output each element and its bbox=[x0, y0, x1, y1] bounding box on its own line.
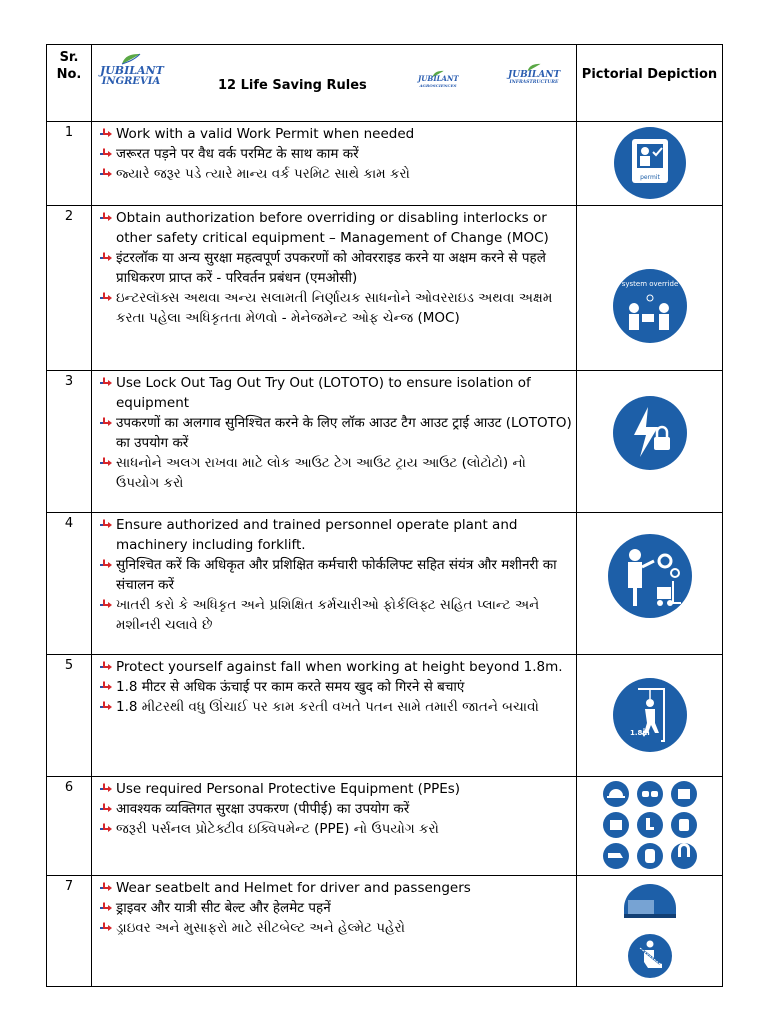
svg-text:1.8m: 1.8m bbox=[629, 729, 650, 737]
page-title: 12 Life Saving Rules bbox=[218, 78, 367, 93]
jubilant-infrastructure-logo: JUBILANT INFRASTRUCTURE bbox=[508, 61, 560, 86]
bullet-icon bbox=[98, 555, 116, 575]
rule-text: Wear seatbelt and Helmet for driver and passengers ड्राइवर और यात्री सीट बेल्ट और हेलमेट पहनें ડ્રાઇવર અને મુસાફરો માટે સીટબેલ્ટ અને હેલ્મેટ પહેરો bbox=[92, 876, 577, 987]
rule-number: 3 bbox=[47, 371, 92, 513]
rule-row-4 bbox=[47, 513, 723, 655]
svg-text:system override: system override bbox=[621, 280, 678, 288]
rule-row-5 bbox=[47, 655, 723, 777]
bullet-icon bbox=[98, 288, 116, 308]
rule-text: Protect yourself against fall when working at height beyond 1.8m. 1.8 मीटर से अधिक ऊंचाई पर काम करते समय खुद को गिरने से बचाएं 1.8 મીટરથી વધુ ઊંચાઈ પર કામ કરતી વખતે પતન સામે તમારી જાતને બચાવો bbox=[92, 655, 577, 777]
pictorial-cell bbox=[577, 655, 723, 777]
rule-number: 4 bbox=[47, 513, 92, 655]
rule-row-6 bbox=[47, 777, 723, 876]
life-saving-rules-table bbox=[46, 44, 723, 987]
pictorial-cell bbox=[577, 777, 723, 876]
title-header-cell bbox=[92, 45, 577, 122]
rule-number: 7 bbox=[47, 876, 92, 987]
system-override-icon bbox=[610, 266, 690, 346]
svg-text:permit: permit bbox=[639, 174, 660, 181]
jubilant-ingrevia-logo: JUBILANT INGREVIA bbox=[100, 53, 162, 87]
bullet-icon bbox=[98, 515, 116, 535]
rule-number: 6 bbox=[47, 777, 92, 876]
bullet-icon bbox=[98, 413, 116, 433]
pictorial-cell bbox=[577, 513, 723, 655]
rule-row-7 bbox=[47, 876, 723, 987]
pictorial-cell bbox=[577, 876, 723, 987]
bullet-icon bbox=[98, 144, 116, 164]
rule-number: 5 bbox=[47, 655, 92, 777]
pictorial-cell bbox=[577, 122, 723, 206]
bullet-icon bbox=[98, 918, 116, 938]
bullet-icon bbox=[98, 595, 116, 615]
rule-text: Work with a valid Work Permit when needed जरूरत पड़ने पर वैध वर्क परमिट के साथ काम करें જ્યારે જરૂર પડે ત્યારે માન્ય વર્ક પરમિટ સાથે કામ કરો bbox=[92, 122, 577, 206]
bullet-icon bbox=[98, 799, 116, 819]
bullet-icon bbox=[98, 248, 116, 268]
bullet-icon bbox=[98, 124, 116, 144]
rule-row-3 bbox=[47, 371, 723, 513]
bullet-icon bbox=[98, 164, 116, 184]
lockout-icon bbox=[610, 393, 690, 473]
bullet-icon bbox=[98, 697, 116, 717]
rule-text: Use required Personal Protective Equipment (PPEs) आवश्यक व्यक्तिगत सुरक्षा उपकरण (पीपीई) का उपयोग करें જરૂરી પર્સનલ પ્રોટેક્ટીવ ઇક્વિપમેન્ટ (PPE) નો ઉપયોગ કરો bbox=[92, 777, 577, 876]
permit-icon bbox=[610, 125, 690, 201]
bullet-icon bbox=[98, 677, 116, 697]
helmet-seatbelt-icon bbox=[610, 878, 690, 982]
rule-number: 1 bbox=[47, 122, 92, 206]
sr-no-header: Sr. No. bbox=[47, 45, 92, 122]
bullet-icon bbox=[98, 657, 116, 677]
fall-protection-icon bbox=[610, 675, 690, 755]
rule-row-1 bbox=[47, 122, 723, 206]
table-header-row bbox=[47, 45, 723, 122]
pictorial-cell bbox=[577, 371, 723, 513]
bullet-icon bbox=[98, 453, 116, 473]
rule-number: 2 bbox=[47, 206, 92, 371]
rule-text: Ensure authorized and trained personnel operate plant and machinery including forklift. सुनिश्चित करें कि अधिकृत और प्रशिक्षित कर्मचारी फोर्कलिफ्ट सहित संयंत्र और मशीनरी का संचालन करें ખાતરી કરો કે અધિકૃત અને પ્રશિક્ષિત કર્મચારીઓ ફોર્કલિફ્ટ સહિત પ્લાન્ટ અને મશીનરી ચલાવે છે bbox=[92, 513, 577, 655]
bullet-icon bbox=[98, 779, 116, 799]
bullet-icon bbox=[98, 208, 116, 228]
rule-text: Obtain authorization before overriding or disabling interlocks or other safety critical equipment – Management of Change (MOC) इंटरलॉक या अन्य सुरक्षा महत्वपूर्ण उपकरणों को ओवरराइड करने या अक्षम करने से पहले प्राधिकरण प्राप्त करें - परिवर्तन प्रबंधन (एमओसी) ઇન્ટરલૉક્સ અથવા અન્ય સલામતી નિર્ણાયક સાધનોને ઓવરરાઇડ અથવા અક્ષમ કરતા પહેલા અધિકૃતતા મેળવો - મેનેજમેન્ટ ઓફ ચેન્જ (MOC) bbox=[92, 206, 577, 371]
bullet-icon bbox=[98, 878, 116, 898]
rule-text: Use Lock Out Tag Out Try Out (LOTOTO) to ensure isolation of equipment उपकरणों का अलगाव सुनिश्चित करने के लिए लॉक आउट टैग आउट ट्राई आउट (LOTOTO) का उपयोग करें સાધનોને અલગ રાખવા માટે લોક આઉટ ટેગ આઉટ ટ્રાય આઉટ (લોટોટો) નો ઉપયોગ કરો bbox=[92, 371, 577, 513]
pictorial-cell bbox=[577, 206, 723, 371]
bullet-icon bbox=[98, 819, 116, 839]
jubilant-agrosciences-logo: JUBILANT AGROSCIENCES bbox=[418, 67, 458, 88]
bullet-icon bbox=[98, 373, 116, 393]
rule-row-2 bbox=[47, 206, 723, 371]
ppe-grid-icon bbox=[600, 779, 700, 871]
forklift-operator-icon bbox=[605, 531, 695, 621]
pictorial-depiction-header: Pictorial Depiction bbox=[577, 45, 723, 122]
bullet-icon bbox=[98, 898, 116, 918]
